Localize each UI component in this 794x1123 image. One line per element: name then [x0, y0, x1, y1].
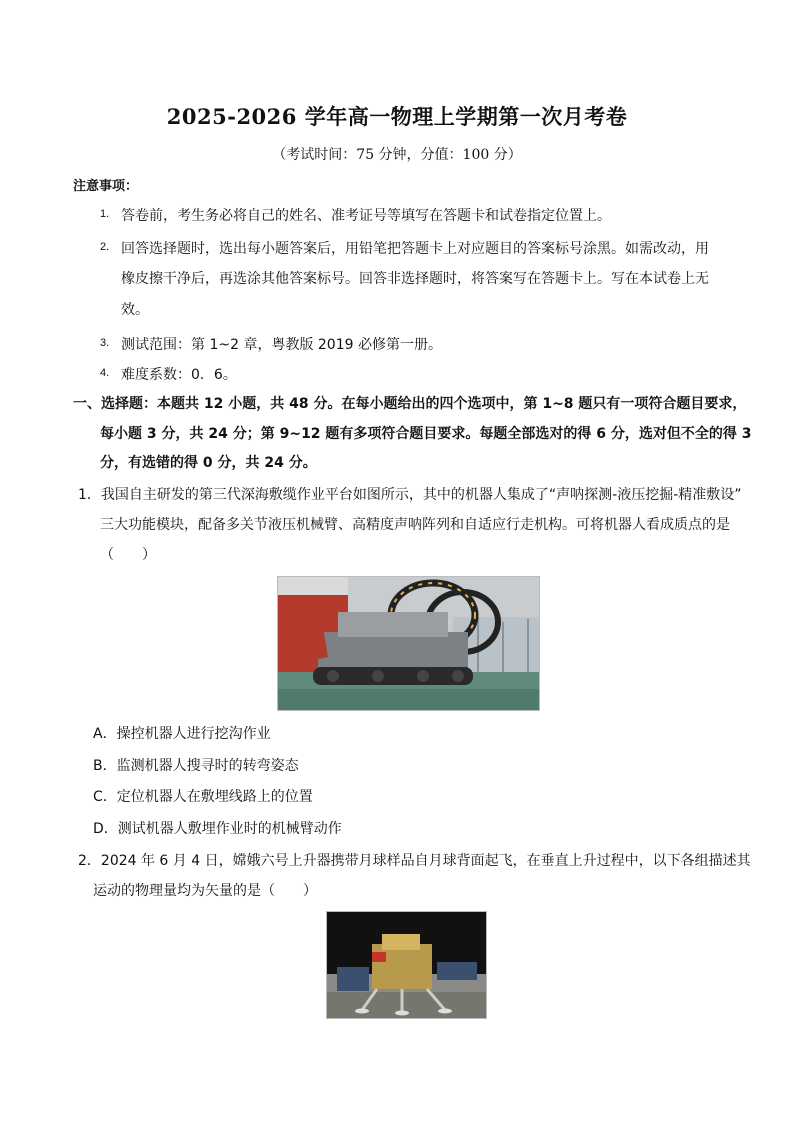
section-instructions: 一、选择题：本题共 12 小题，共 48 分。在每小题给出的四个选项中，第 1~8 题只有一项符合题目要求，	[73, 396, 747, 412]
note-text: 难度系数：0．6。	[121, 367, 237, 383]
option-d: D．测试机器人敷埋作业时的机械臂动作	[93, 821, 342, 837]
question-1-stem: 1．我国自主研发的第三代深海敷缆作业平台如图所示，其中的机器人集成了“声呐探测-液压挖掘-精准敷设”	[78, 487, 742, 503]
note-number: 2.	[100, 241, 110, 253]
note-text: 答卷前，考生务必将自己的姓名、准考证号等填写在答题卡和试卷指定位置上。	[121, 208, 611, 224]
lander-photo	[326, 911, 487, 1019]
exam-subtitle: （考试时间：75 分钟，分值：100 分）	[272, 147, 522, 163]
question-1-stem: 三大功能模块，配备多关节液压机械臂、高精度声呐阵列和自适应行走机构。可将机器人看成质点的是	[100, 517, 730, 533]
note-text: 橡皮擦干净后，再选涂其他答案标号。回答非选择题时，将答案写在答题卡上。写在本试卷上无	[121, 271, 709, 287]
note-text: 测试范围：第 1~2 章，粤教版 2019 必修第一册。	[121, 337, 442, 353]
question-2-stem: 运动的物理量均为矢量的是（ ）	[93, 883, 317, 899]
note-number: 4.	[100, 367, 110, 379]
note-text: 回答选择题时，选出每小题答案后，用铅笔把答题卡上对应题目的答案标号涂黑。如需改动，用	[121, 241, 709, 257]
exam-title: 2025-2026 学年高一物理上学期第一次月考卷	[166, 104, 628, 129]
option-c: C．定位机器人在敷埋线路上的位置	[93, 789, 313, 805]
note-number: 3.	[100, 337, 110, 349]
cable-laying-robot-photo	[277, 576, 540, 711]
question-2-stem: 2．2024 年 6 月 4 日，嫦娥六号上升器携带月球样品自月球背面起飞，在垂直上升过程中，以下各组描述其	[78, 853, 751, 869]
section-instructions: 分，有选错的得 0 分，共 24 分。	[100, 455, 317, 471]
section-instructions: 每小题 3 分，共 24 分；第 9~12 题有多项符合题目要求。每题全部选对的得 6 分，选对但不全的得 3	[100, 426, 752, 442]
question-1-stem: （ ）	[100, 547, 156, 563]
note-number: 1.	[100, 208, 110, 220]
option-a: A．操控机器人进行挖沟作业	[93, 726, 271, 742]
note-text: 效。	[121, 302, 149, 318]
notes-heading: 注意事项：	[73, 179, 139, 194]
option-b: B．监测机器人搜寻时的转弯姿态	[93, 758, 299, 774]
